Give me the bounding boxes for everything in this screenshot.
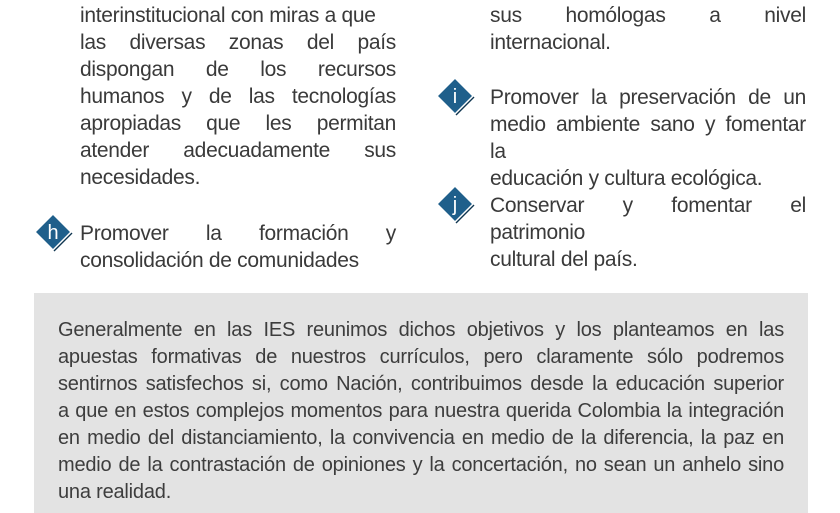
item-h-text [80,220,396,274]
item-i-text [490,84,806,192]
text-line: educación y cultura ecológica. [490,167,763,190]
item-j-badge-icon [435,184,475,224]
item-h-badge-icon [33,212,73,252]
text-line: apropiadas que les permitan [80,112,396,135]
text-line: humanos y de las tecnologías [80,85,396,108]
quote-line: sentirnos satisfechos si, como Nación, contribuimos desde la educación superior [58,373,784,395]
text-line: Conservar y fomentar el patrimonio [490,194,806,244]
text-line: dispongan de los recursos [80,58,396,81]
quote-line: Generalmente en las IES reunimos dichos objetivos y los planteamos en las [58,319,784,341]
text-line: las diversas zonas del país [80,31,396,54]
quote-paragraph [58,317,784,506]
right-continued-paragraph [490,2,806,56]
text-line: internacional. [490,31,611,54]
quote-line: medio de la contrastación de opiniones y la concertación, no sean un anhelo sino [58,454,784,476]
left-continued-paragraph [80,2,396,191]
text-line: sus homólogas a nivel [490,4,806,27]
badge-letter: i [452,86,458,108]
badge-letter: j [452,194,458,216]
quote-box [34,293,808,513]
text-line: interinstitucional con miras a que [80,4,376,27]
text-line: medio ambiente sano y fomentar la [490,113,806,163]
text-line: consolidación de comunidades [80,249,359,272]
text-line: Promover la preservación de un [490,86,806,109]
quote-line: apuestas formativas de nuestros currículos, pero claramente sólo podremos [58,346,784,368]
text-line: Promover la formación y [80,222,396,245]
quote-line: a que en estos complejos momentos para nuestra querida Colombia la integración [58,400,784,422]
item-j-text [490,192,806,273]
quote-line: en medio del distanciamiento, la convivencia en medio de la diferencia, la paz en [58,427,784,449]
quote-line: una realidad. [58,481,172,503]
text-line: necesidades. [80,166,201,189]
text-line: cultural del país. [490,248,638,271]
text-line: atender adecuadamente sus [80,139,396,162]
badge-letter: h [47,222,59,244]
item-i-badge-icon [435,76,475,116]
